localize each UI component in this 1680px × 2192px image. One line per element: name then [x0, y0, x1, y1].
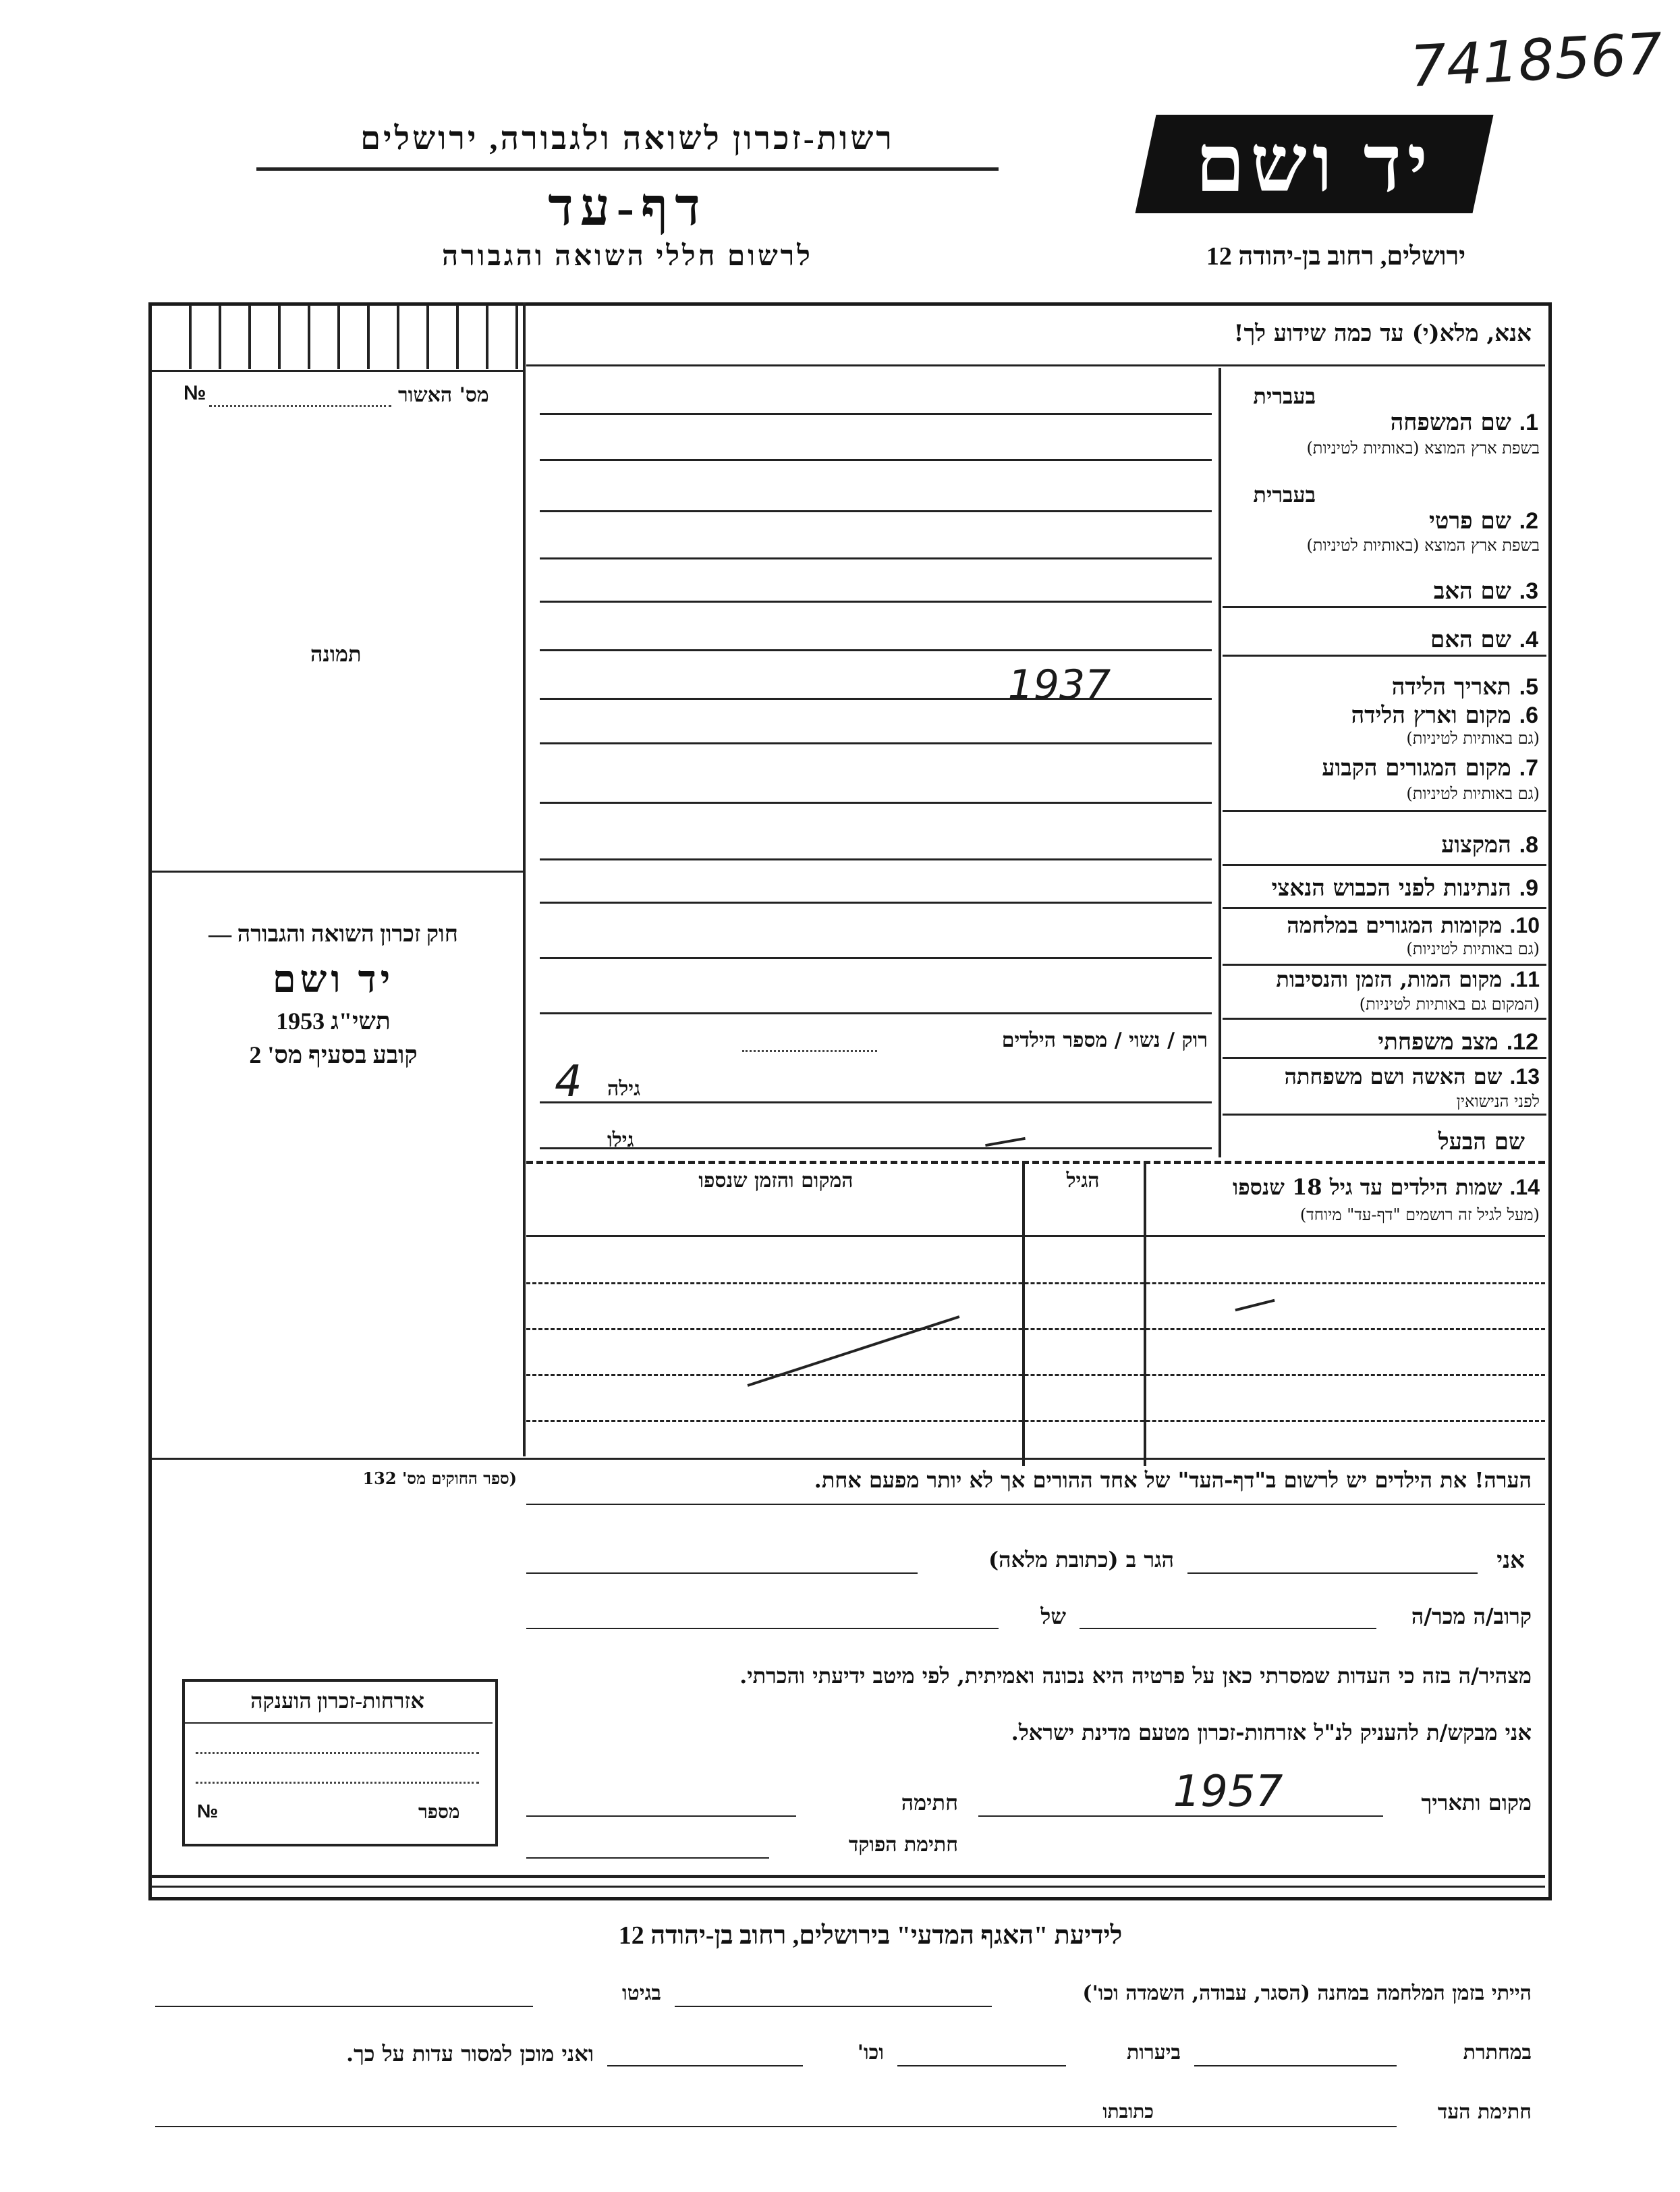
separator-2: [151, 1886, 1545, 1888]
logo-text: יד ושם: [1195, 120, 1434, 209]
authority-rule: [256, 167, 999, 171]
field-13-label: [1223, 1064, 1540, 1089]
labels-divider: [1219, 368, 1221, 1157]
field-6-sub: (גם באותיות לטיניות): [1406, 729, 1540, 748]
field-2-rule-a: [540, 510, 1212, 512]
declaration-lives-label: הגר ב (כתובת מלאה): [988, 1547, 1174, 1572]
approval-boxes: [189, 305, 520, 369]
field-9-label: [1228, 875, 1538, 902]
declaration-i-label: אני: [1496, 1547, 1525, 1574]
field-3-number: 3.: [1519, 578, 1538, 604]
field-13-rule-b: [1223, 1114, 1546, 1116]
photo-label: תמונה: [310, 641, 362, 667]
witness-address-label: כתובתו: [1102, 2100, 1154, 2122]
children-row-5: [526, 1420, 1545, 1422]
wife-age-value: 4: [555, 1057, 582, 1107]
forest-label: ביערות: [1126, 2041, 1181, 2064]
law-name: יד ושם: [272, 959, 395, 1001]
children-row-3: [526, 1328, 1545, 1330]
field-11-rule-b: [1223, 1018, 1546, 1020]
children-col-place: המקום והזמן שנספו: [698, 1169, 853, 1193]
top-strip-rule: [526, 364, 1545, 366]
declaration-lives-rule: [526, 1572, 918, 1574]
field-5-number: 5.: [1519, 674, 1538, 700]
field-8-number: 8.: [1519, 832, 1538, 858]
field-3-name: שם האב: [1433, 578, 1511, 605]
husband-rule: [540, 1147, 1212, 1149]
field-10-rule: [540, 957, 1212, 959]
field-7-number: 7.: [1519, 755, 1538, 781]
field-9-rule-b: [1223, 907, 1546, 909]
underground-rule: [1194, 2065, 1397, 2066]
field-1-number: 1.: [1519, 410, 1538, 435]
field-11-number: 11.: [1509, 967, 1540, 991]
children-number: 14.: [1509, 1175, 1540, 1199]
stamp-number: 7418567: [1408, 20, 1664, 100]
approval-label: מס' האשור: [398, 383, 489, 407]
place-date-rule: [978, 1815, 1383, 1817]
ghetto-label: בגיטו: [621, 1981, 661, 2005]
law-reference-1: (ספר החוקים מס' 132: [362, 1469, 517, 1488]
relative-rule: [1080, 1628, 1376, 1629]
remark-rule: [526, 1504, 1545, 1505]
children-title: שמות הילדים עד גיל 18 שנספו: [1233, 1174, 1503, 1200]
field-11-label: [1223, 966, 1540, 992]
field-4-number: 4.: [1519, 627, 1538, 653]
of-label: של: [1040, 1604, 1066, 1629]
field-2-name: שם פרטי: [1429, 508, 1511, 535]
field-1-label: [1228, 409, 1538, 436]
field-7-sub: (גם באותיות לטיניות): [1406, 784, 1540, 803]
status-line: [742, 1050, 877, 1052]
field-2-number: 2.: [1519, 508, 1538, 534]
citizenship-line-1: [196, 1752, 479, 1754]
field-6-label: [1228, 702, 1538, 729]
status-options: רוק / נשוי / מספר הילדים: [1001, 1029, 1208, 1052]
law-year: תשי"ג 1953: [276, 1008, 391, 1035]
children-note: (מעל לגיל זה רושמים "דף-עד" מיוחד): [1299, 1205, 1540, 1224]
law-clause: קובע בסעיף מס' 2: [249, 1041, 418, 1068]
field-7-rule-b: [1223, 810, 1546, 812]
field-1-rule-b: [540, 459, 1212, 461]
children-label: [1151, 1174, 1540, 1200]
field-13-sub: לפני הנישואין: [1456, 1092, 1540, 1111]
forest-rule: [897, 2065, 1066, 2066]
approval-line: [209, 405, 391, 407]
field-9-rule: [540, 902, 1212, 904]
approval-boxes-rule: [151, 370, 524, 372]
left-panel-divider: [523, 302, 526, 1456]
field-10-label: [1223, 912, 1540, 938]
etc-rule: [607, 2065, 803, 2066]
citizenship-number-label: מספר: [418, 1801, 460, 1823]
field-6-rule: [540, 742, 1212, 744]
citizenship-number-mark: №: [197, 1801, 219, 1821]
field-7-name: מקום המגורים הקבוע: [1322, 755, 1511, 782]
remark-text: הערה! את הילדים יש לרשום ב"דף-העד" של אחד ההורים אך לא יותר מפעם אחת.: [814, 1467, 1532, 1493]
field-2-label: [1228, 508, 1538, 535]
field-7-rule: [540, 802, 1212, 804]
field-4-rule: [540, 649, 1212, 651]
law-top-rule: [151, 871, 524, 873]
husband-label: שם הבעל: [1438, 1128, 1525, 1155]
witness-rule: [155, 2126, 1397, 2127]
field-2-pre: בעברית: [1253, 482, 1316, 508]
declaration-i-rule: [1187, 1572, 1478, 1574]
approval-mark: №: [184, 382, 206, 404]
ghetto-rule: [155, 2006, 533, 2007]
camp-rule: [675, 2006, 992, 2007]
field-5-value: 1937: [1007, 661, 1111, 709]
field-1-sub: בשפת ארץ המוצא (באותיות לטיניות): [1306, 439, 1540, 458]
field-6-name: מקום וארץ הלידה: [1351, 702, 1511, 729]
field-12-label: [1228, 1029, 1538, 1056]
clerk-signature-rule: [526, 1857, 769, 1859]
field-4-name: שם האם: [1430, 626, 1511, 653]
field-8-name: המקצוע: [1441, 831, 1511, 858]
field-10-number: 10.: [1509, 913, 1540, 937]
of-rule: [526, 1628, 999, 1629]
field-2-rule-b: [540, 557, 1212, 559]
address-line: ירושלים, רחוב בן-יהודה 12: [1206, 242, 1466, 271]
separator-1: [151, 1875, 1545, 1878]
form-title: דף-עד: [548, 177, 707, 236]
declaration-statement: מצהיר/ה בזה כי העדות שמסרתי כאן על פרטיה היא נכונה ואמיתית, לפי מיטב ידיעתי והכרתי.: [739, 1663, 1532, 1689]
field-10-sub: (גם באותיות לטיניות): [1406, 939, 1540, 958]
place-date-label: מקום ותאריך: [1421, 1790, 1532, 1815]
children-row-1: [526, 1235, 1545, 1237]
field-11-sub: (המקום גם באותיות לטיניות): [1359, 995, 1540, 1014]
field-7-label: [1228, 755, 1538, 782]
law-title: חוק זכרון השואה והגבורה —: [208, 922, 458, 947]
children-row-4: [526, 1374, 1545, 1376]
ready-text: ואני מוכן למסור עדות על כך.: [345, 2041, 594, 2066]
children-row-2: [526, 1282, 1545, 1284]
underground-label: במחתרת: [1463, 2041, 1532, 2064]
wife-age-label: גילה: [607, 1077, 641, 1101]
citizenship-title-rule: [185, 1722, 493, 1724]
field-10-name: מקומות המגורים במלחמה: [1287, 912, 1503, 938]
field-13-name: שם האשה ושם משפחתה: [1284, 1064, 1503, 1089]
field-8-rule: [540, 858, 1212, 860]
field-4-rule-b: [1223, 655, 1546, 657]
field-3-label: [1228, 578, 1538, 605]
field-9-number: 9.: [1519, 875, 1538, 901]
signature-rule: [526, 1815, 796, 1817]
field-13-rule: [540, 1101, 1212, 1103]
citizenship-box-title: אזרחות-זכרון הוענקה: [250, 1689, 424, 1713]
signature-label: חתימה: [901, 1790, 958, 1815]
field-5-name: תאריך הלידה: [1391, 674, 1511, 701]
field-1-name: שם המשפחה: [1390, 409, 1511, 436]
relative-label: קרוב/ה מכר/ה: [1411, 1604, 1532, 1629]
children-col-age: הגיל: [1066, 1169, 1100, 1193]
field-5-label: [1228, 674, 1538, 701]
field-2-sub: בשפת ארץ המוצא (באותיות לטיניות): [1306, 536, 1540, 555]
etc-label: וכו': [857, 2041, 884, 2064]
field-13-number: 13.: [1509, 1064, 1540, 1089]
field-9-name: הנתינות לפני הכבוש הנאצי: [1271, 875, 1511, 902]
children-top-rule: [526, 1161, 1545, 1164]
clerk-signature-label: חתימת הפוקד: [848, 1833, 958, 1857]
bottom-title: לידיעת "האגף המדעי" בירושלים, רחוב בן-יהודה 12: [618, 1921, 1123, 1950]
field-4-label: [1228, 626, 1538, 653]
authority-line: רשות-זכרון לשואה ולגבורה, ירושלים: [360, 121, 895, 157]
witness-sig-label: חתימת העד: [1437, 2100, 1532, 2124]
declaration-request: אני מבקש/ת להעניק לנ"ל אזרחות-זכרון מטעם מדינת ישראל.: [1011, 1720, 1532, 1745]
children-bottom-rule: [151, 1458, 1545, 1460]
field-1-pre: בעברית: [1253, 383, 1316, 409]
husband-age-label: גילו: [607, 1128, 634, 1152]
field-12-name: מצב משפחתי: [1378, 1029, 1499, 1056]
field-8-rule-b: [1223, 864, 1546, 866]
field-8-label: [1228, 831, 1538, 858]
field-10-rule-b: [1223, 964, 1546, 966]
field-1-rule-a: [540, 413, 1212, 415]
place-date-value: 1957: [1173, 1767, 1283, 1817]
field-12-number: 12.: [1506, 1029, 1538, 1055]
form-subtitle: לרשום חללי השואה והגבורה: [442, 241, 813, 272]
field-12-rule-b: [1223, 1057, 1546, 1059]
citizenship-line-2: [196, 1782, 479, 1784]
field-11-name: מקום המות, הזמן והנסיבות: [1276, 966, 1503, 992]
field-3-rule-b: [1223, 606, 1546, 608]
intro-text: אנא, מלא(י) עד כמה שידוע לך!: [1233, 320, 1532, 347]
field-11-rule: [540, 1012, 1212, 1014]
field-6-number: 6.: [1519, 703, 1538, 728]
field-3-rule: [540, 601, 1212, 603]
camp-line: הייתי בזמן המלחמה במחנה (הסגר, עבודה, השמדה וכו'): [1082, 1981, 1532, 2005]
